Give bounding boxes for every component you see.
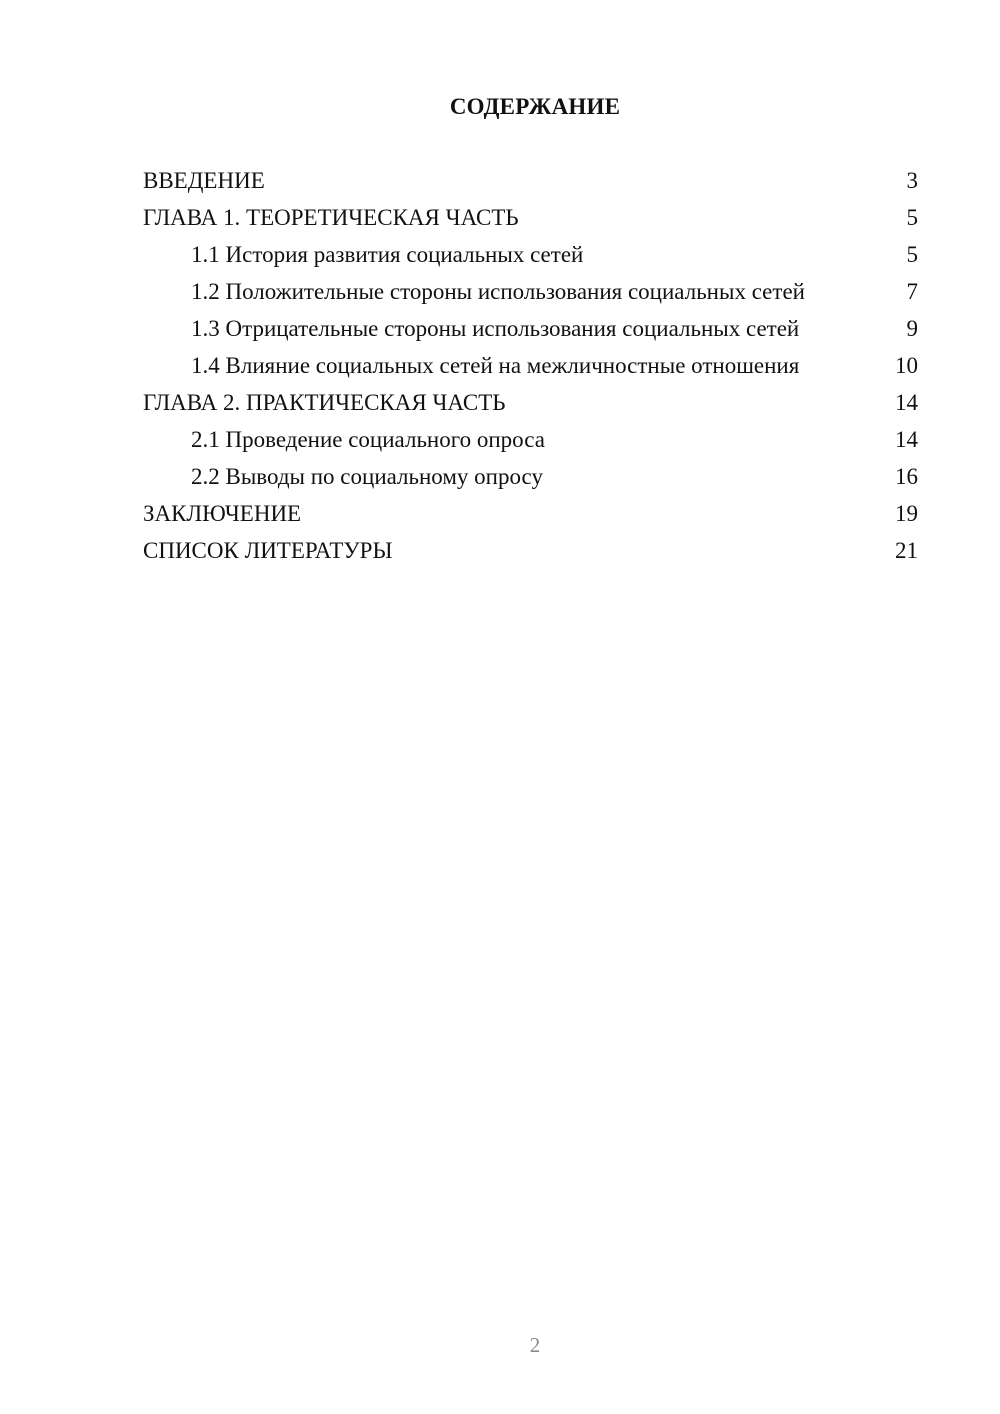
toc-entry-label: ЗАКЛЮЧЕНИЕ [143,501,302,526]
toc-entry-page: 3 [906,168,918,193]
toc-entry-label: ВВЕДЕНИЕ [143,168,265,193]
toc-entry-label: 2.1 Проведение социального опроса [191,427,545,452]
toc-entry-section-1-4 [143,353,918,379]
toc-entry-references [143,538,918,564]
toc-title: СОДЕРЖАНИЕ [449,94,621,119]
toc-entry-label: 1.1 История развития социальных сетей [191,242,584,267]
toc-entry-label: 2.2 Выводы по социальному опросу [191,464,543,489]
toc-entry-section-1-3 [143,316,918,342]
toc-entry-chapter-2 [143,390,918,416]
toc-entry-section-1-2 [143,279,918,305]
toc-entry-label: 1.4 Влияние социальных сетей на межличностные отношения [191,353,800,378]
toc-entry-section-2-1 [143,427,918,453]
toc-entry-page: 19 [895,501,918,526]
toc-entry-label: 1.2 Положительные стороны использования социальных сетей [191,279,805,304]
toc-entry-page: 9 [906,316,918,341]
toc-entry-page: 10 [895,353,918,378]
toc-entry-conclusion [143,501,918,527]
toc-entry-section-2-2 [143,464,918,490]
toc-entry-label: 1.3 Отрицательные стороны использования социальных сетей [191,316,800,341]
toc-entry-chapter-1 [143,205,918,231]
page-number: 2 [529,1333,541,1357]
toc-entry-section-1-1 [143,242,918,268]
toc-entry-page: 7 [906,279,918,304]
toc-entry-page: 21 [895,538,918,563]
toc-entry-introduction [143,168,918,194]
toc-entry-page: 14 [895,427,918,452]
toc-entry-page: 14 [895,390,918,415]
table-of-contents [143,168,918,575]
toc-entry-label: ГЛАВА 2. ПРАКТИЧЕСКАЯ ЧАСТЬ [143,390,506,415]
toc-entry-page: 16 [895,464,918,489]
toc-entry-label: ГЛАВА 1. ТЕОРЕТИЧЕСКАЯ ЧАСТЬ [143,205,519,230]
toc-entry-label: СПИСОК ЛИТЕРАТУРЫ [143,538,393,563]
toc-entry-page: 5 [906,205,918,230]
toc-entry-page: 5 [906,242,918,267]
